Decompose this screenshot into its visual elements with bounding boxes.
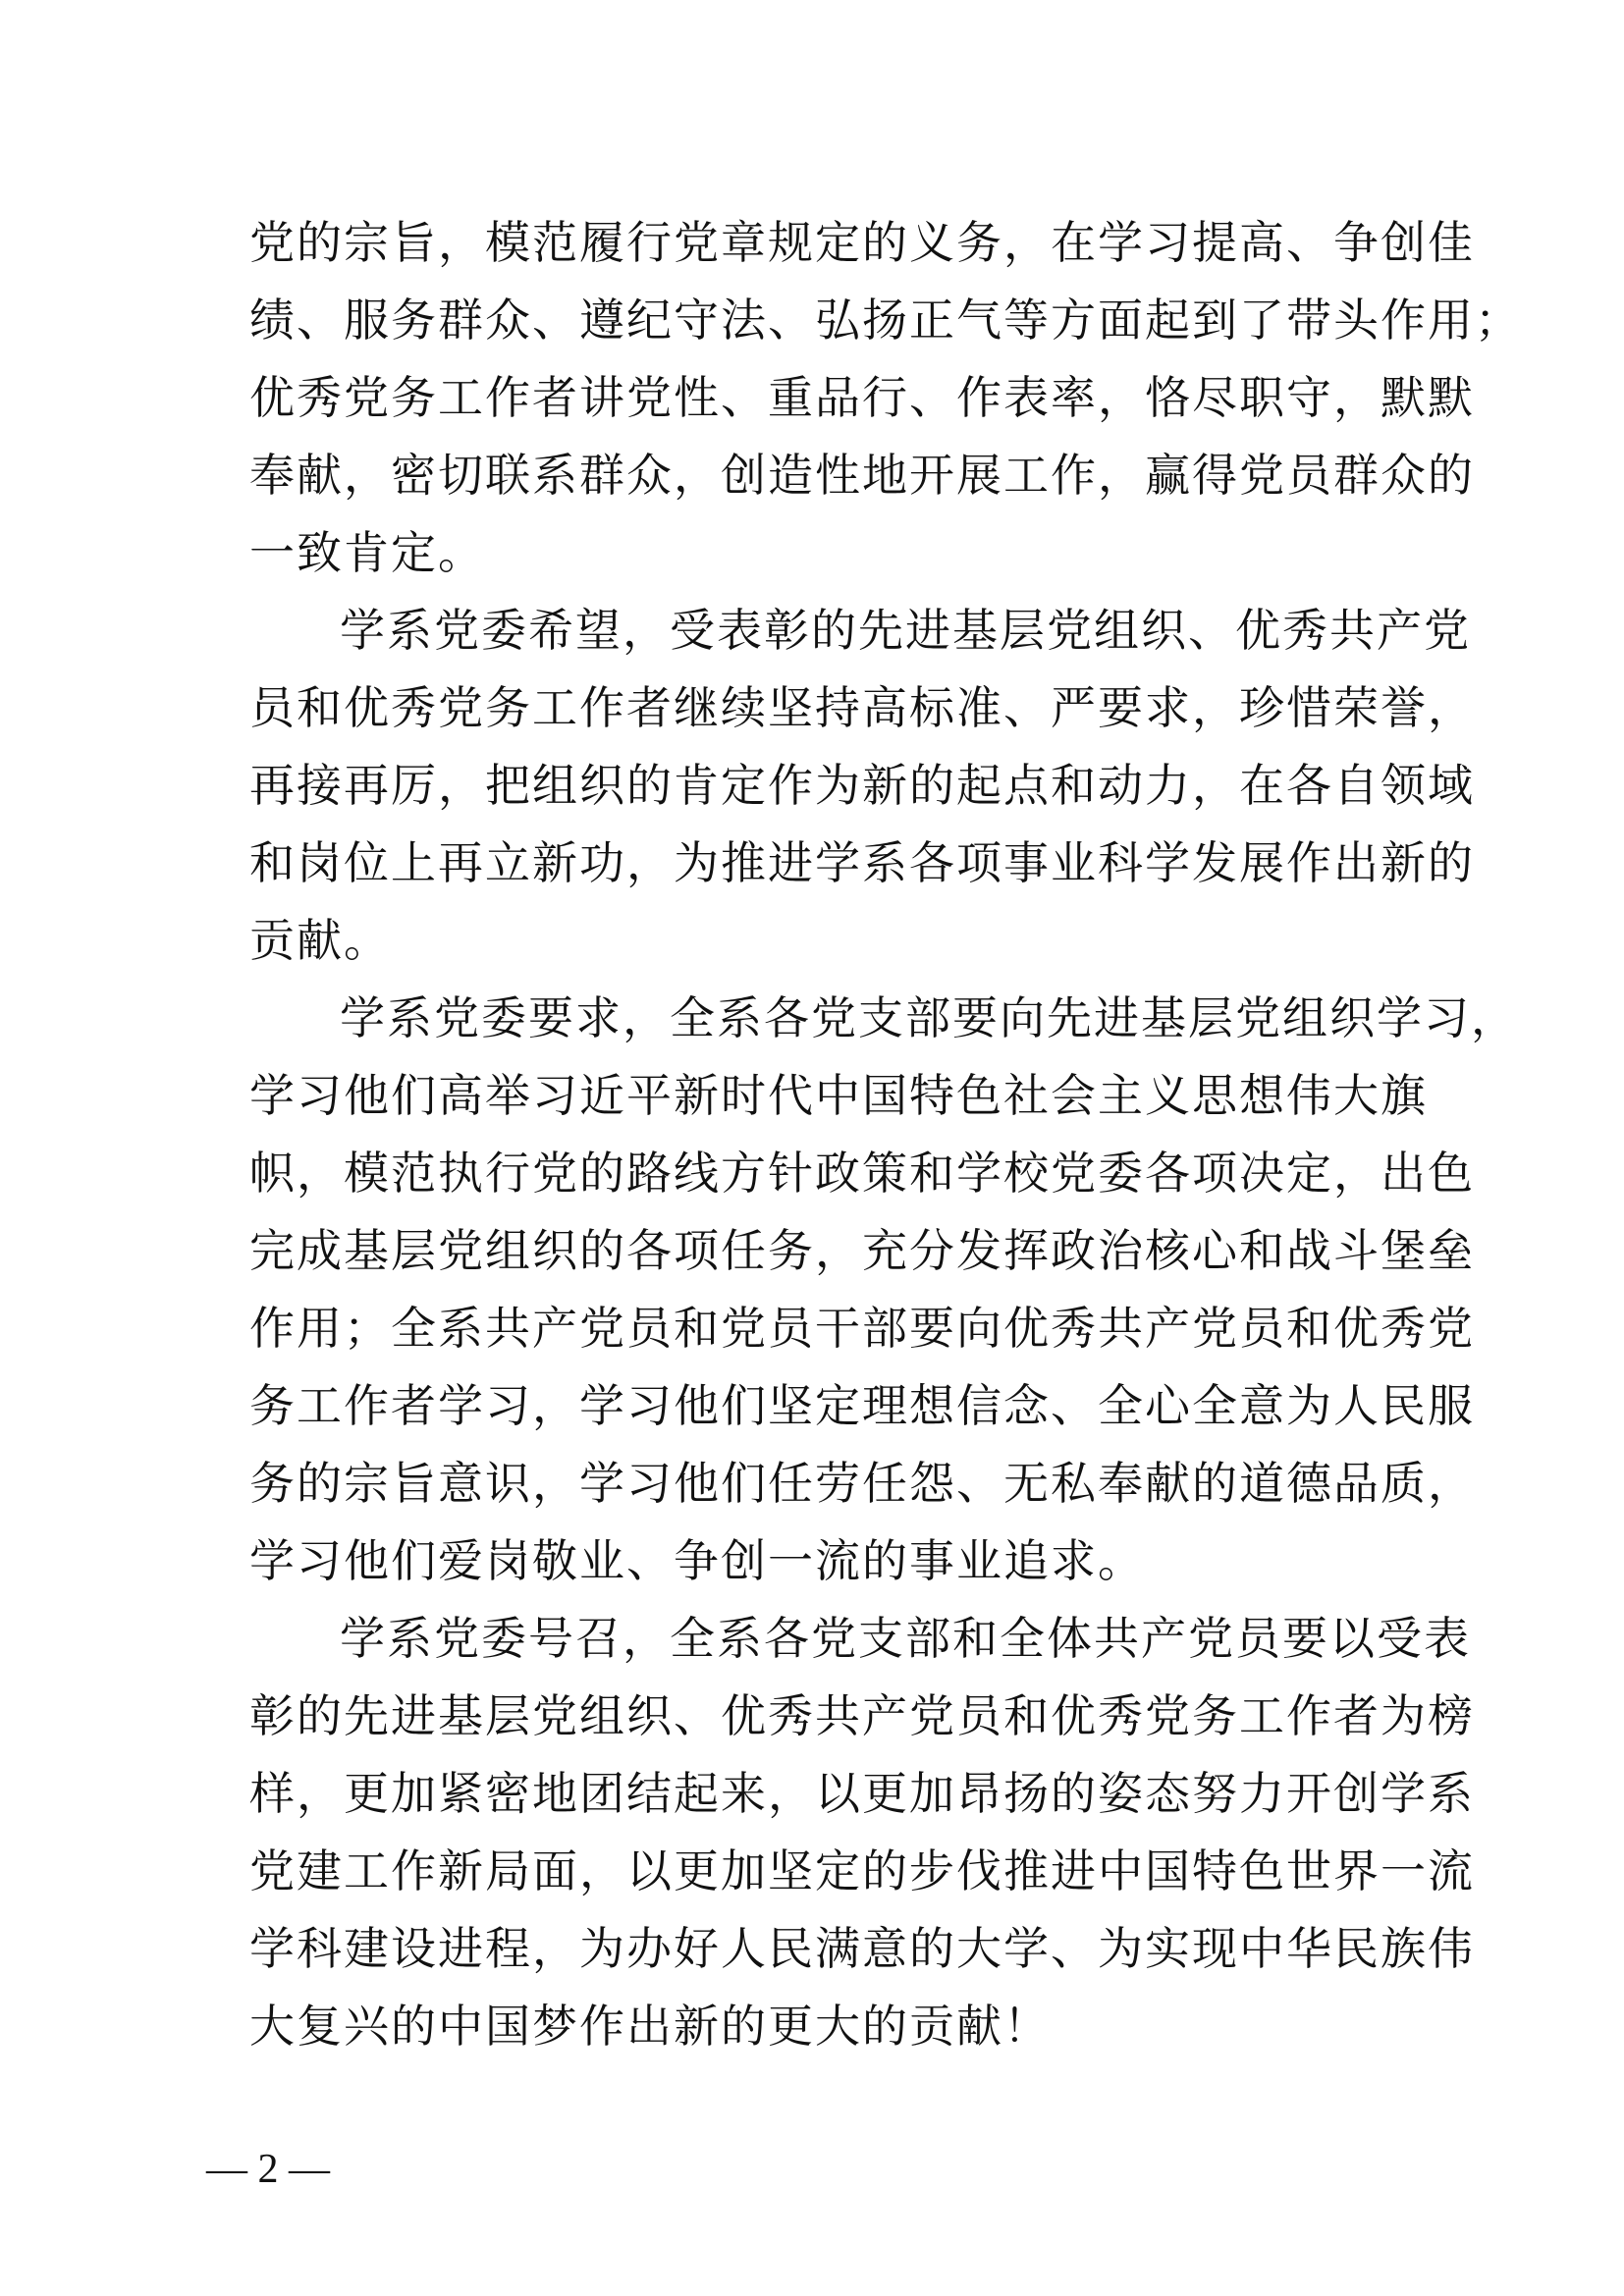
paragraph-3-line-2: 学习他们高举习近平新时代中国特色社会主义思想伟大旗 (249, 1069, 1428, 1122)
paragraph-2-line-1: 学系党委希望，受表彰的先进基层党组织、优秀共产党 (340, 604, 1471, 657)
paragraph-3-line-4: 完成基层党组织的各项任务，充分发挥政治核心和战斗堡垒 (249, 1224, 1475, 1277)
paragraph-3-line-7: 务的宗旨意识，学习他们任劳任怨、无私奉献的道德品质， (249, 1457, 1475, 1510)
paragraph-3-line-6: 务工作者学习，学习他们坚定理想信念、全心全意为人民服 (249, 1379, 1475, 1432)
paragraph-3-line-3: 帜，模范执行党的路线方针政策和学校党委各项决定，出色 (249, 1147, 1475, 1200)
paragraph-4-line-6: 大复兴的中国梦作出新的更大的贡献！ (249, 2000, 1051, 2053)
paragraph-1-line-2: 绩、服务群众、遵纪守法、弘扬正气等方面起到了带头作用； (249, 294, 1522, 347)
paragraph-2-line-2: 员和优秀党务工作者继续坚持高标准、严要求，珍惜荣誉， (249, 681, 1475, 734)
paragraph-4-line-2: 彰的先进基层党组织、优秀共产党员和优秀党务工作者为榜 (249, 1689, 1475, 1742)
paragraph-1-line-5: 一致肯定。 (249, 526, 485, 579)
paragraph-2-line-5: 贡献。 (249, 914, 391, 967)
paragraph-3-line-8: 学习他们爱岗敬业、争创一流的事业追求。 (249, 1534, 1145, 1587)
page-number: — 2 — (206, 2147, 330, 2192)
body-text (249, 204, 1522, 2065)
paragraph-1-line-4: 奉献，密切联系群众，创造性地开展工作，赢得党员群众的 (249, 449, 1475, 502)
paragraph-4-line-5: 学科建设进程，为办好人民满意的大学、为实现中华民族伟 (249, 1922, 1475, 1975)
paragraph-3-line-1: 学系党委要求，全系各党支部要向先进基层党组织学习， (340, 991, 1518, 1044)
paragraph-3-line-5: 作用；全系共产党员和党员干部要向优秀共产党员和优秀党 (249, 1302, 1475, 1355)
paragraph-1-line-1: 党的宗旨，模范履行党章规定的义务，在学习提高、争创佳 (249, 216, 1475, 269)
paragraph-2-line-3: 再接再厉，把组织的肯定作为新的起点和动力，在各自领域 (249, 759, 1475, 812)
paragraph-2-line-4: 和岗位上再立新功，为推进学系各项事业科学发展作出新的 (249, 836, 1475, 889)
paragraph-1-line-3: 优秀党务工作者讲党性、重品行、作表率，恪尽职守，默默 (249, 371, 1475, 424)
paragraph-4-line-3: 样，更加紧密地团结起来，以更加昂扬的姿态努力开创学系 (249, 1767, 1475, 1820)
paragraph-4-line-1: 学系党委号召，全系各党支部和全体共产党员要以受表 (340, 1612, 1471, 1665)
paragraph-4-line-4: 党建工作新局面，以更加坚定的步伐推进中国特色世界一流 (249, 1844, 1475, 1897)
